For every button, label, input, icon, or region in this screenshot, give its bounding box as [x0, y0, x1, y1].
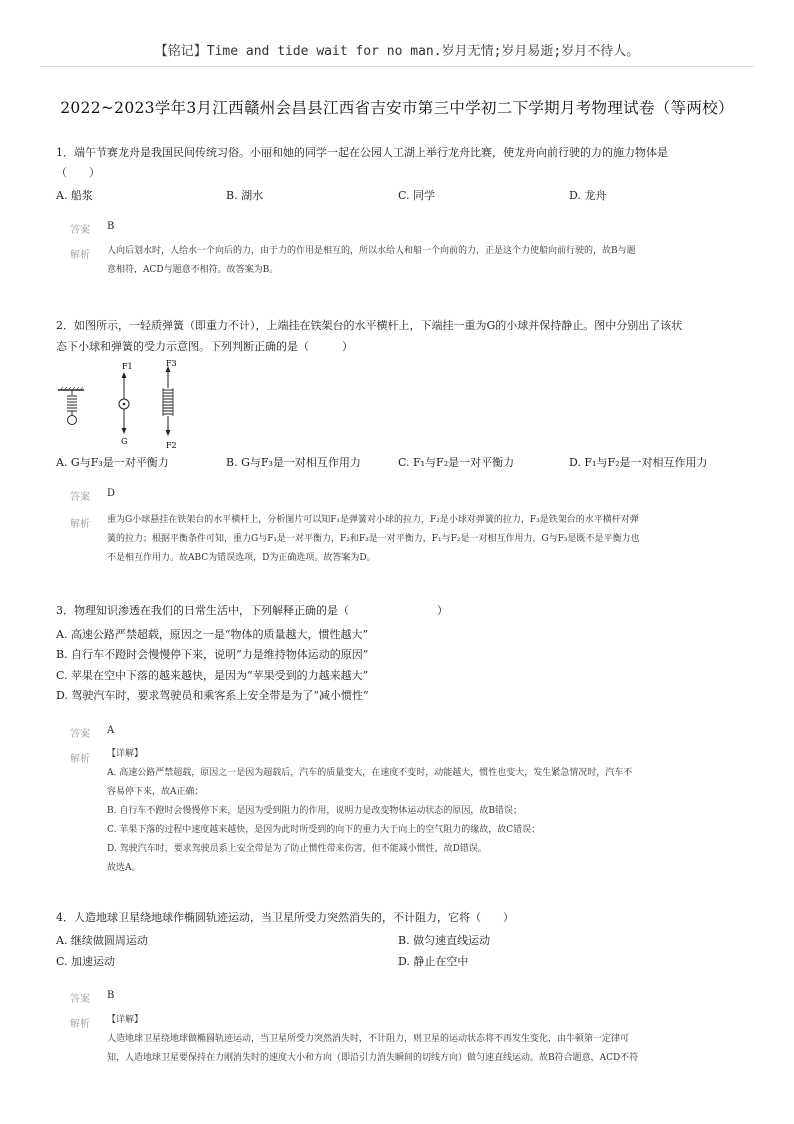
question-1-stem-line1: 1．端午节赛龙舟是我国民间传统习俗。小丽和她的同学一起在公园人工湖上举行龙舟比赛，使龙舟向前行驶的力的施力物体是 [56, 146, 668, 159]
answer-label: 答案 [70, 492, 90, 503]
ball-force-figure [119, 362, 133, 446]
force-label-f3: F3 [166, 360, 177, 368]
analysis-line: 不是相互作用力。故ABC为错误选项，D为正确选项。故答案为D。 [107, 553, 376, 563]
analysis-label: 解析 [70, 519, 90, 530]
answer-label: 答案 [70, 994, 90, 1005]
question-1-stem-line2: （ ） [56, 166, 100, 179]
question-1-option-d[interactable]: D. 龙舟 [569, 189, 607, 202]
analysis-line: 重为G小球悬挂在铁架台的水平横杆上，分析图片可以知F₁是弹簧对小球的拉力，F₂是小球对弹簧的拉力，F₃是铁架台的水平横杆对弹 [107, 515, 639, 525]
analysis-label: 解析 [70, 250, 90, 261]
question-2-option-d[interactable]: D. F₁与F₂是一对相互作用力 [569, 456, 708, 469]
spring-on-stand-figure [58, 387, 84, 425]
analysis-line: 故选A。 [107, 863, 141, 873]
analysis-line: 人向后划水时，人给水一个向后的力，由于力的作用是相互的，所以水给人和船一个向前的力，正是这个力使船向前行驶的，故B与题 [107, 246, 636, 256]
analysis-line: B. 自行车不蹬时会慢慢停下来，是因为受到阻力的作用，说明力是改变物体运动状态的原因，故B错误； [107, 806, 522, 816]
analysis-line: C. 苹果下落的过程中速度越来越快，是因为此时所受到的向下的重力大于向上的空气阻力的缘故，故C错误； [107, 825, 541, 835]
question-4-answer: B [107, 990, 115, 1001]
analysis-line: 知，人造地球卫星要保持在力刚消失时的速度大小和方向（即沿引力消失瞬间的切线方向）做匀速直线运动。故B符合题意，ACD不符 [107, 1053, 639, 1063]
analysis-line: 人造地球卫星绕地球做椭圆轨迹运动，当卫星所受力突然消失时，不计阻力，则卫星的运动状态将不再发生变化，由牛顿第一定律可 [107, 1034, 630, 1044]
question-1-option-a[interactable]: A. 船浆 [56, 189, 93, 202]
question-2-stem-line1: 2．如图所示，一轻质弹簧（即重力不计），上端挂在铁架台的水平横杆上，下端挂一重为G的小球并保持静止。图中分别出了该状 [56, 319, 683, 332]
answer-label: 答案 [70, 225, 90, 236]
analysis-line: 【详解】 [107, 749, 144, 759]
spring-force-figure [163, 360, 177, 450]
header-divider [40, 66, 754, 67]
question-1-option-b[interactable]: B. 湖水 [226, 189, 264, 202]
question-4-stem: 4．人造地球卫星绕地球作椭圆轨迹运动，当卫星所受力突然消失的，不计阻力，它将（ ） [56, 911, 514, 924]
analysis-line: 簧的拉力；根据平衡条件可知，重力G与F₁是一对平衡力，F₂和F₃是一对平衡力，F₁与F₂是一对相互作用力，G与F₃是既不是平衡力也 [107, 534, 640, 544]
question-2-stem-line2: 态下小球和弹簧的受力示意图。下列判断正确的是（ ） [56, 340, 353, 353]
analysis-label: 解析 [70, 1019, 90, 1030]
analysis-line: 意相符，ACD与题意不相符。故答案为B。 [107, 265, 279, 275]
question-3-option-d[interactable]: D. 驾驶汽车时，要求驾驶员和乘客系上安全带是为了“减小惯性” [56, 689, 369, 702]
force-label-f1: F1 [122, 362, 133, 371]
question-4-option-a[interactable]: A. 继续做圆周运动 [56, 934, 148, 947]
question-2-option-a[interactable]: A. G与F₃是一对平衡力 [56, 456, 169, 469]
question-1-answer: B [107, 221, 115, 232]
question-3-option-b[interactable]: B. 自行车不蹬时会慢慢停下来，说明“力是维持物体运动的原因” [56, 648, 369, 661]
question-4-option-c[interactable]: C. 加速运动 [56, 955, 116, 968]
analysis-line: D. 驾驶汽车时，要求驾驶员系上安全带是为了防止惯性带来伤害，但不能减小惯性，故D错误。 [107, 844, 487, 854]
analysis-line: 容易停下来，故A正确； [107, 787, 204, 797]
question-2-answer: D [107, 488, 116, 499]
question-3-answer: A [107, 725, 115, 736]
analysis-line: 【详解】 [107, 1015, 144, 1025]
question-4-analysis [107, 1011, 735, 1068]
analysis-label: 解析 [70, 754, 90, 765]
answer-label: 答案 [70, 729, 90, 740]
question-1-option-c[interactable]: C. 同学 [398, 189, 436, 202]
force-diagram [56, 360, 196, 452]
question-2-option-b[interactable]: B. G与F₃是一对相互作用力 [226, 456, 361, 469]
question-3-stem: 3．物理知识渗透在我们的日常生活中，下列解释正确的是（ ） [56, 604, 448, 617]
question-1-analysis [107, 242, 735, 280]
question-3-option-a[interactable]: A. 高速公路严禁超载，原因之一是“物体的质量越大，惯性越大” [56, 628, 369, 641]
question-2-analysis [107, 511, 735, 568]
force-label-g: G [121, 437, 128, 446]
analysis-line: A. 高速公路严禁超载，原因之一是因为超载后，汽车的质量变大，在速度不变时，动能越大，惯性也变大，发生紧急情况时，汽车不 [107, 768, 633, 778]
motto-header: 【铭记】Time and tide wait for no man.岁月无情;岁月易逝;岁月不待人。 [154, 44, 640, 59]
question-2-option-c[interactable]: C. F₁与F₂是一对平衡力 [398, 456, 515, 469]
force-label-f2: F2 [166, 441, 177, 450]
question-4-option-b[interactable]: B. 做匀速直线运动 [398, 934, 491, 947]
question-3-option-c[interactable]: C. 苹果在空中下落的越来越快，是因为“苹果受到的力越来越大” [56, 669, 369, 682]
exam-title: 2022~2023学年3月江西赣州会昌县江西省吉安市第三中学初二下学期月考物理试卷（等两校） [60, 99, 734, 117]
question-4-option-d[interactable]: D. 静止在空中 [398, 955, 469, 968]
question-3-analysis [107, 745, 735, 878]
